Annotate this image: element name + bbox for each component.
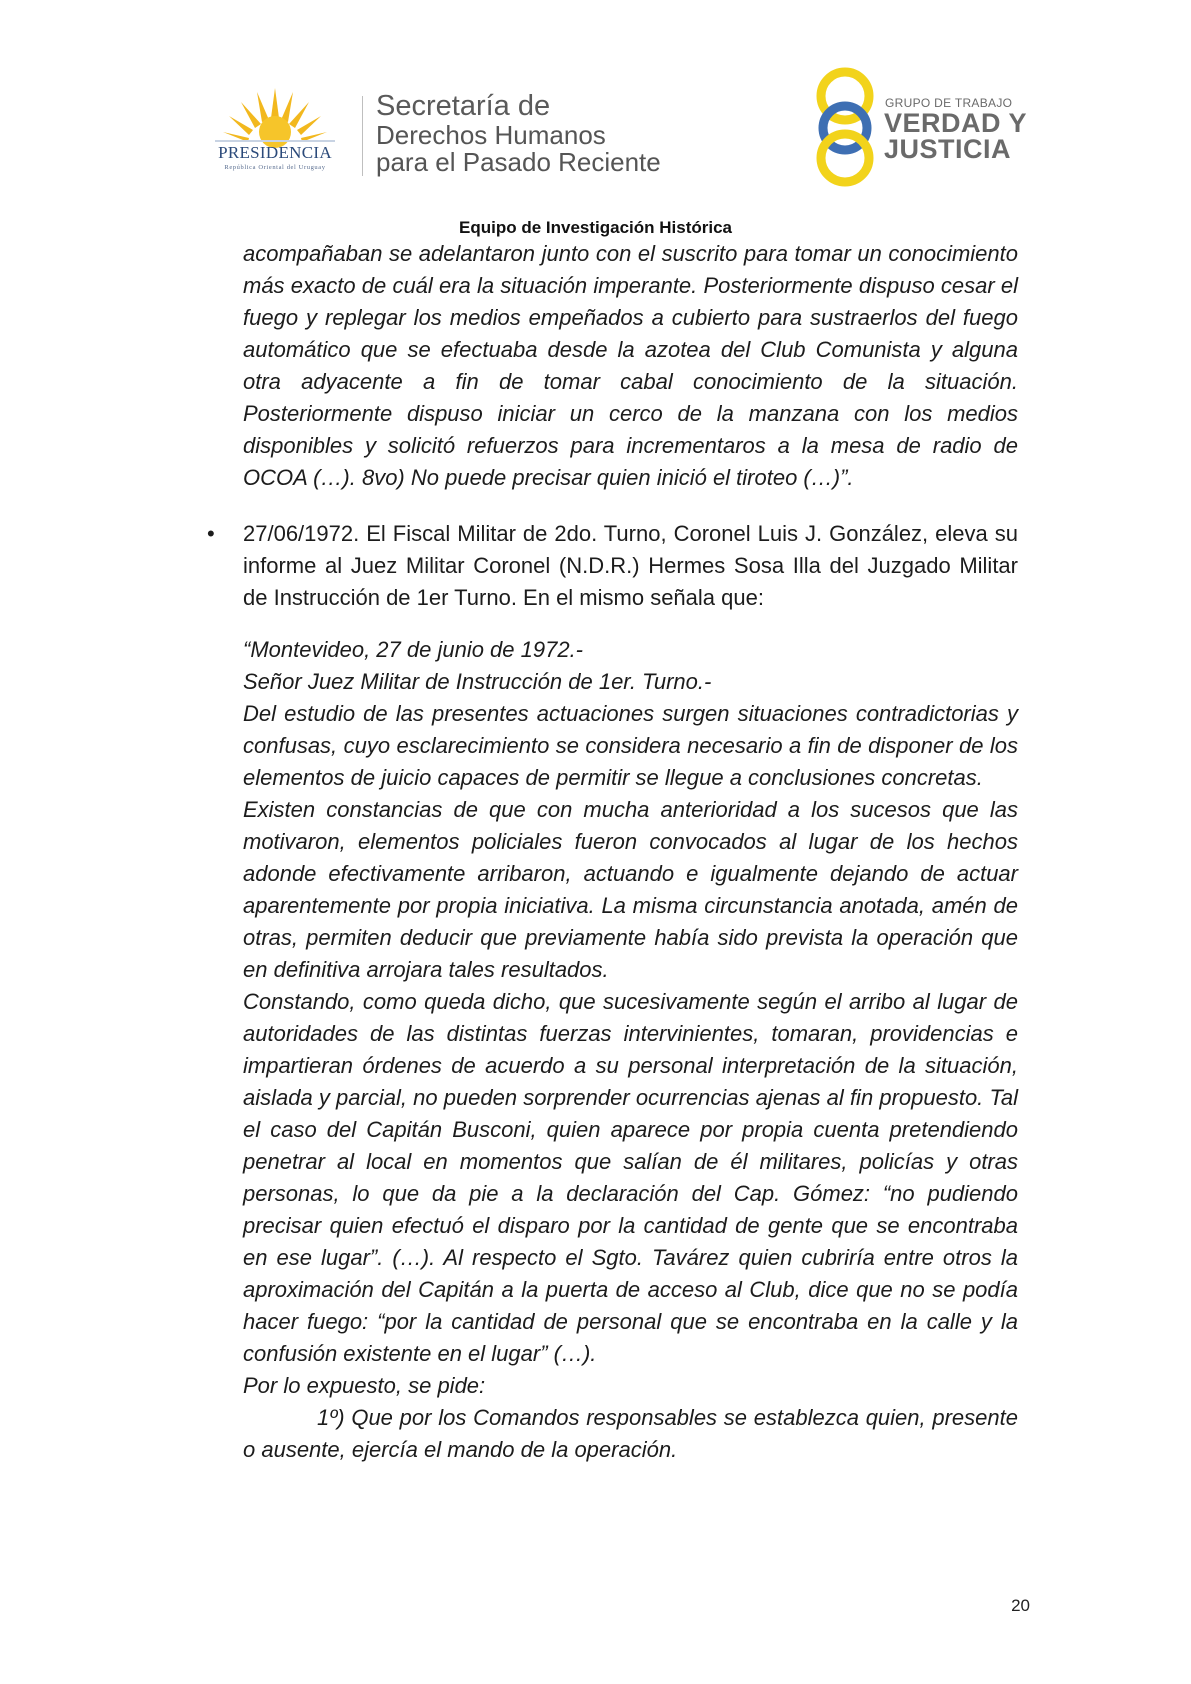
page-header [0,0,1191,215]
secretaria-logo-text [376,90,706,176]
justicia-label: JUSTICIA [884,134,1012,164]
bullet-text: 27/06/1972. El Fiscal Militar de 2do. Turno, Coronel Luis J. González, eleva su informe al Juez Militar Coronel (N.D.R.) Hermes Sosa Illa del Juzgado Militar de Instrucción de 1er Turno. En el mismo señala que: [243,521,1018,610]
verdad-justicia-label [884,110,1027,162]
letter-paragraph-4: Por lo expuesto, se pide: [243,1373,486,1398]
letter-addressee: Señor Juez Militar de Instrucción de 1er. Turno.- [243,669,712,694]
presidencia-label: PRESIDENCIA [218,143,332,162]
document-body [207,238,1018,1466]
letter-paragraph-1: Del estudio de las presentes actuaciones surgen situaciones contradictorias y confusas, cuyo esclarecimiento se considera necesario a fin de disponer de los elementos de juicio capaces de permitir se llegue a conclusiones concretas. [243,701,1018,790]
bullet-item [207,518,1018,614]
grupo-trabajo-label: GRUPO DE TRABAJO [885,96,1013,110]
letter-paragraph-3: Constando, como queda dicho, que sucesivamente según el arribo al lugar de autoridades de las distintas fuerzas intervinientes, tomaran, providencias e impartieran órdenes de acuerdo a su personal interpretación de la situación, aislada y parcial, no pueden sorprender ocurrencias ajenas al fin propuesto. Tal el caso del Capitán Busconi, quien aparece por propia cuenta pretendiendo penetrar al local en momentos que salían de él militares, policías y otras personas, lo que da pie a la declaración del Cap. Gómez: “no pudiendo precisar quien efectuó el disparo por la cantidad de gente que se encontraba en ese lugar”. (…). Al respecto el Sgto. Tavárez quien cubriría entre otros la aproximación del Capitán a la puerta de acceso al Club, dice que no se podía hacer fuego: “por la cantidad de personal que se encontraba en la calle y la confusión existente en el lugar” (…). [243,989,1018,1366]
secretaria-line-1: Secretaría de [376,90,551,122]
quoted-letter [243,634,1018,1466]
secretaria-line-2: Derechos Humanos [376,120,606,150]
verdad-label: VERDAD Y [884,108,1028,138]
grupo-trabajo-rings-logo [810,62,880,187]
letter-date: “Montevideo, 27 de junio de 1972.- [243,637,584,662]
ring-bottom [821,134,869,182]
letter-paragraph-5: 1º) Que por los Comandos responsables se establezca quien, presente o ausente, ejercía el mando de la operación. [243,1405,1018,1462]
quote-continuation: acompañaban se adelantaron junto con el suscrito para tomar un conocimiento más exacto de cuál era la situación imperante. Posteriormente dispuso cesar el fuego y replegar los medios empeñados a cubierto para sustraerlos del fuego automático que se efectuaba desde la azotea del Club Comunista y alguna otra adyacente a fin de tomar cabal conocimiento de la situación. Posteriormente dispuso iniciar un cerco de la manzana con los medios disponibles y solicitó refuerzos para incrementaros a la mesa de radio de OCOA (…). 8vo) No puede precisar quien inició el tiroteo (…)”. [243,241,1018,490]
bullet-point-icon: • [207,521,215,546]
letter-paragraph-2: Existen constancias de que con mucha anterioridad a los sucesos que las motivaron, elementos policiales fueron convocados al lugar de los hechos adonde efectivamente arribaron, actuando e igualmente dejando de actuar aparentemente por propia iniciativa. La misma circunstancia anotada, amén de otras, permiten deducir que previamente había sido prevista la operación que en definitiva arrojara tales resultados. [243,797,1018,982]
page-number: 20 [1011,1596,1030,1615]
team-title: Equipo de Investigación Histórica [459,218,732,237]
presidencia-subtitle: República Oriental del Uruguay [224,164,326,171]
header-divider [362,96,363,176]
secretaria-line-3: para el Pasado Reciente [376,147,661,177]
